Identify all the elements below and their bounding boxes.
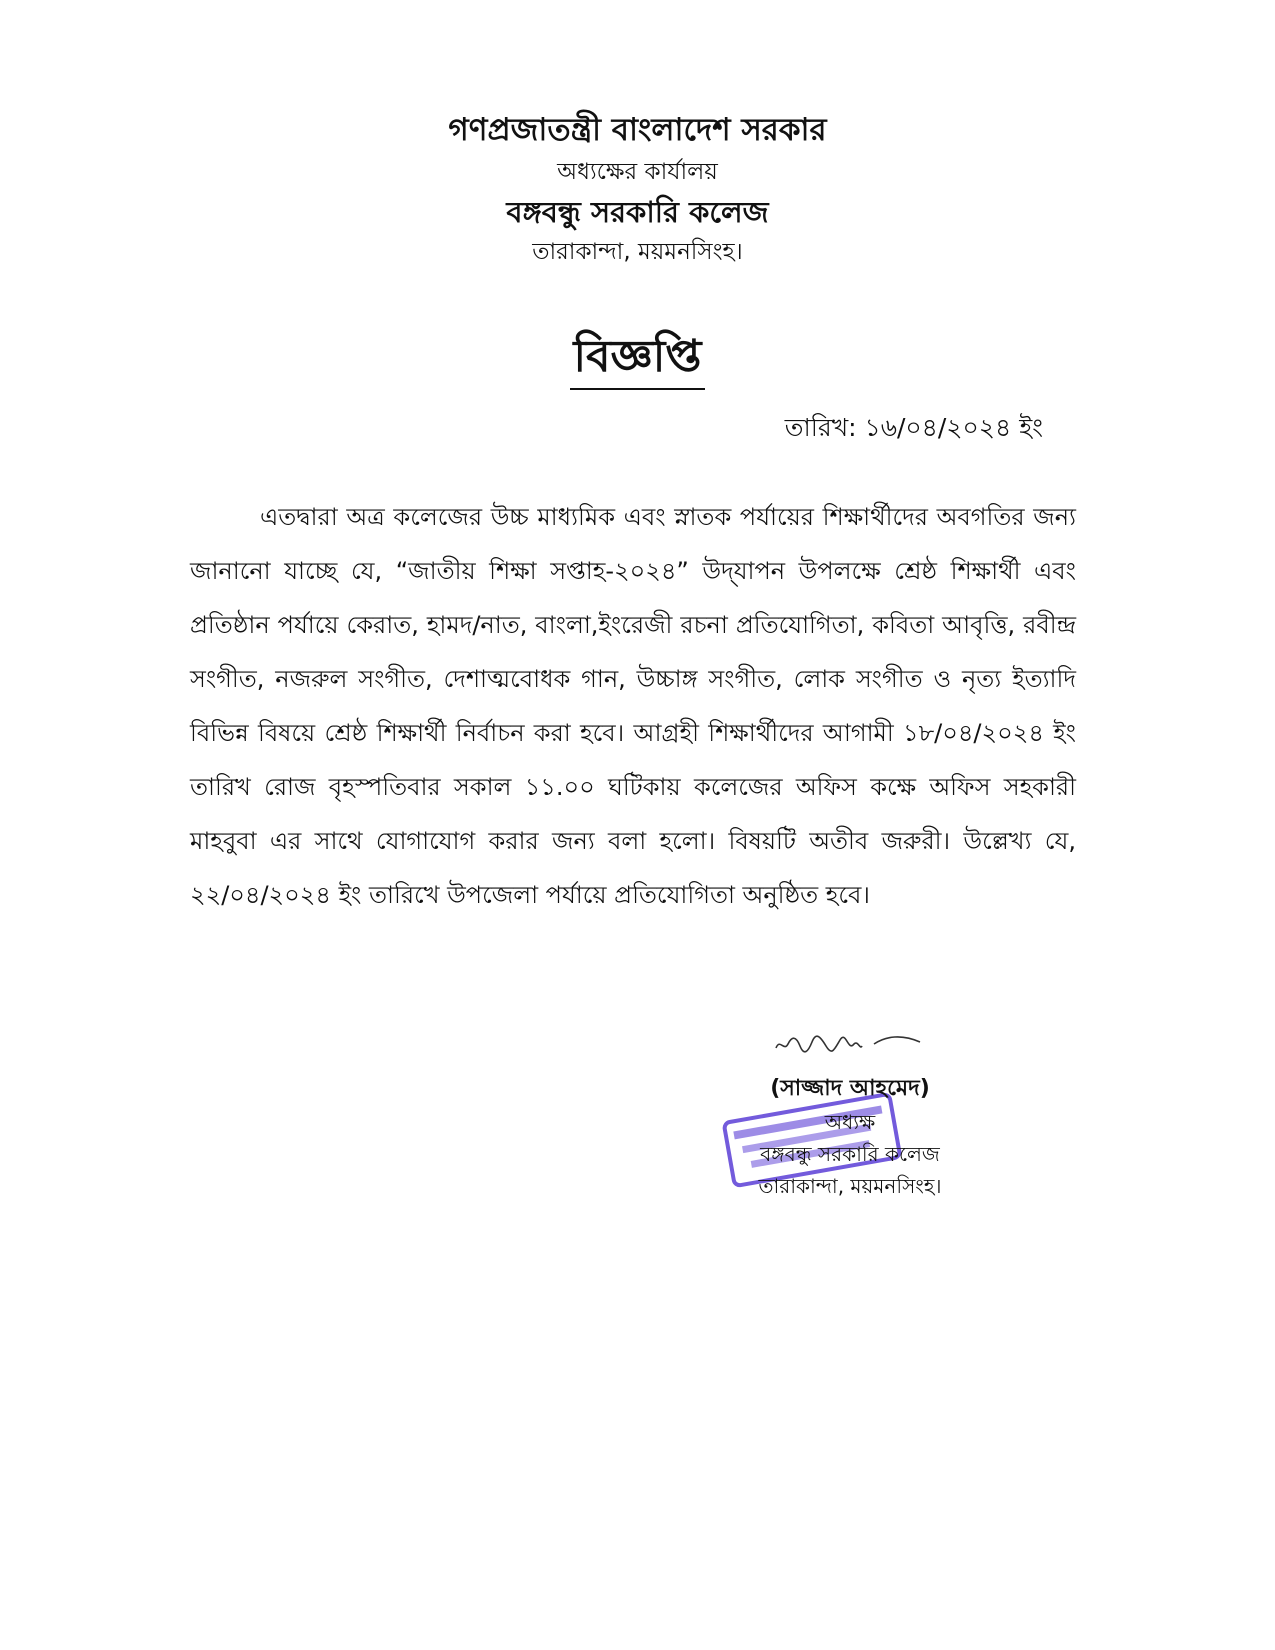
notice-body: এতদ্বারা অত্র কলেজের উচ্চ মাধ্যমিক এবং স্নাতক পর্যায়ের শিক্ষার্থীদের অবগতির জন্য জানানো যাচ্ছে যে, “জাতীয় শিক্ষা সপ্তাহ-২০২৪” উদ্‌যাপন উপলক্ষে শ্রেষ্ঠ শিক্ষার্থী এবং প্রতিষ্ঠান পর্যায়ে কেরাত, হামদ/নাত, বাংলা,ইংরেজী রচনা প্রতিযোগিতা, কবিতা আবৃত্তি, রবীন্দ্র সংগীত, নজরুল সংগীত, দেশাত্মবোধক গান, উচ্চাঙ্গ সংগীত, লোক সংগীত ও নৃত্য ইত্যাদি বিভিন্ন বিষয়ে শ্রেষ্ঠ শিক্ষার্থী নির্বাচন করা হবে। আগ্রহী শিক্ষার্থীদের আগামী ১৮/০৪/২০২৪ ইং তারিখ রোজ বৃহস্পতিবার সকাল ১১.০০ ঘটিকায় কলেজের অফিস কক্ষে অফিস সহকারী মাহবুবা এর সাথে যোগাযোগ করার জন্য বলা হলো। বিষয়টি অতীব জরুরী। উল্লেখ্য যে, ২২/০৪/২০২৪ ইং তারিখে উপজেলা পর্যায়ে প্রতিযোগিতা অনুষ্ঠিত হবে।: [190, 503, 1076, 909]
letterhead: [0, 108, 1275, 272]
notice-date: তারিখ: ১৬/০৪/২০২৪ ইং: [784, 413, 1043, 442]
college-name: বঙ্গবন্ধু সরকারি কলেজ: [506, 195, 769, 229]
signatory-name: (সাজ্জাদ আহমেদ): [770, 1076, 930, 1101]
office-name: অধ্যক্ষের কার্যালয়: [557, 159, 718, 185]
signatory-block: [700, 1072, 1000, 1202]
handwritten-signature: [770, 1022, 930, 1062]
government-title: গণপ্রজাতন্ত্রী বাংলাদেশ সরকার: [448, 112, 827, 148]
notice-heading: [0, 330, 1275, 390]
college-address: তারাকান্দা, ময়মনসিংহ।: [532, 239, 743, 265]
signatory-address: তারাকান্দা, ময়মনসিংহ।: [758, 1174, 942, 1198]
signatory-college: বঙ্গবন্ধু সরকারি কলেজ: [760, 1142, 940, 1166]
notice-title: বিজ্ঞপ্তি: [570, 330, 706, 390]
signatory-designation: অধ্যক্ষ: [824, 1110, 876, 1134]
